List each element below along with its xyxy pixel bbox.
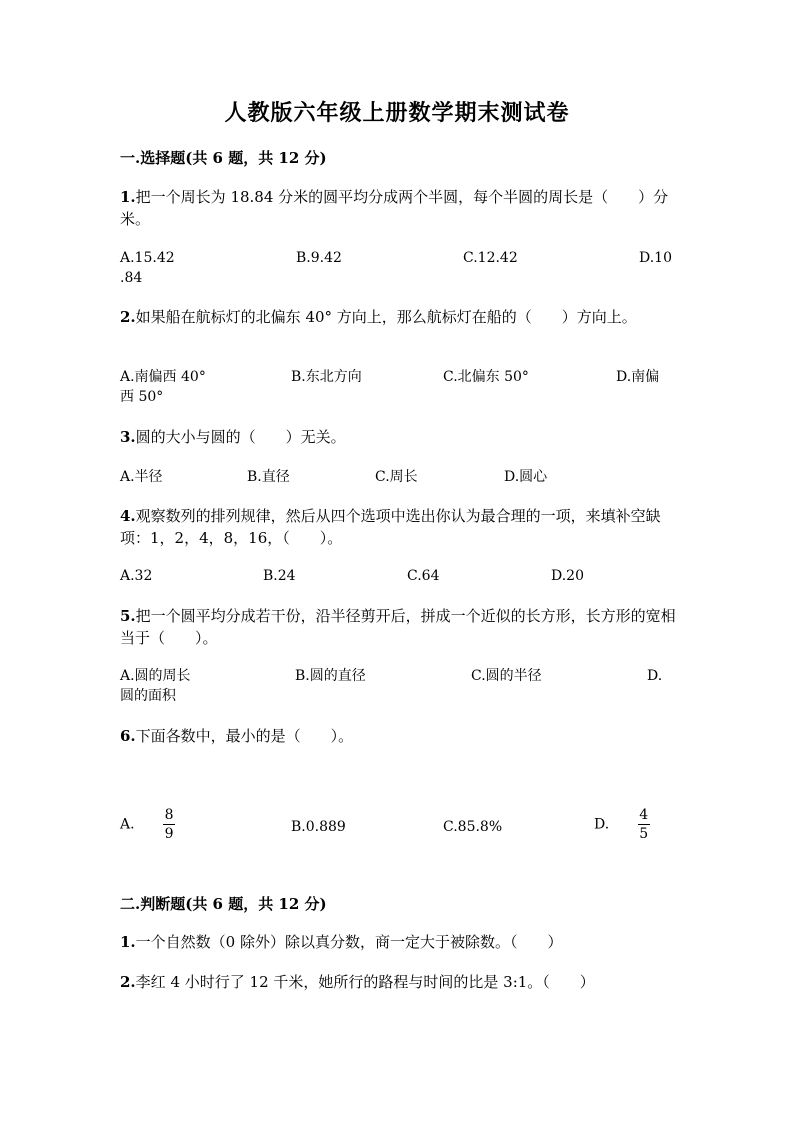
question-text: 李红 4 小时行了 12 千米，她所行的路程与时间的比是 3:1。（ ） <box>135 973 595 991</box>
option-a: A.南偏西 40° <box>120 369 206 385</box>
option-d: D. <box>647 668 663 684</box>
option-d-continued: 圆的面积 <box>120 688 176 704</box>
question-number: 1. <box>120 188 136 206</box>
fraction-eight-ninths <box>163 807 176 842</box>
question-text: 把一个周长为 18.84 分米的圆平均分成两个半圆，每个半圆的周长是（ ）分米。 <box>120 188 669 228</box>
option-a: A.15.42 <box>120 250 175 266</box>
option-d: D.南偏 <box>616 369 660 385</box>
judgement-1 <box>120 931 680 953</box>
fraction-bar <box>638 824 650 825</box>
option-a <box>120 807 175 842</box>
option-b: B.直径 <box>247 469 290 485</box>
question-number: 4. <box>120 507 136 525</box>
option-c: C.北偏东 50° <box>443 369 529 385</box>
question-text: 如果船在航标灯的北偏东 40° 方向上，那么航标灯在船的（ ）方向上。 <box>135 308 637 326</box>
page-title: 人教版六年级上册数学期末测试卷 <box>224 100 570 126</box>
question-6 <box>120 725 680 747</box>
question-number: 2. <box>120 973 136 991</box>
option-c: C.圆的半径 <box>471 668 542 684</box>
question-3-options <box>120 467 680 507</box>
question-number: 6. <box>120 727 136 745</box>
option-c: C.85.8% <box>443 819 503 835</box>
question-1 <box>120 186 680 230</box>
option-d: D.圆心 <box>504 469 548 485</box>
option-a: A.半径 <box>120 469 163 485</box>
question-5 <box>120 605 680 649</box>
question-4 <box>120 505 680 549</box>
question-number: 1. <box>120 933 136 951</box>
option-b: B.东北方向 <box>291 369 362 385</box>
option-c: C.周长 <box>375 469 418 485</box>
question-text: 一个自然数（0 除外）除以真分数，商一定大于被除数。（ ） <box>135 933 563 951</box>
question-text: 圆的大小与圆的（ ）无关。 <box>135 428 346 446</box>
fraction-bar <box>163 824 175 825</box>
option-c: C.64 <box>407 568 440 584</box>
question-5-options <box>120 666 680 706</box>
fraction-denominator: 9 <box>164 826 174 842</box>
fraction-numerator: 4 <box>639 807 649 823</box>
question-text: 把一个圆平均分成若干份，沿半径剪开后，拼成一个近似的长方形，长方形的宽相当于（ ）。 <box>120 607 676 647</box>
option-b: B.9.42 <box>296 250 342 266</box>
question-text: 下面各数中，最小的是（ ）。 <box>135 727 354 745</box>
option-d <box>594 807 650 842</box>
question-1-options <box>120 248 680 288</box>
question-number: 5. <box>120 607 136 625</box>
option-d: D.10 <box>639 250 672 266</box>
question-6-options <box>120 807 680 851</box>
question-2-options <box>120 367 680 407</box>
option-b: B.圆的直径 <box>295 668 366 684</box>
fraction-denominator: 5 <box>639 826 649 842</box>
question-text: 观察数列的排列规律，然后从四个选项中选出你认为最合理的一项，来填补空缺项：1，2，4，8，16，（ ）。 <box>120 507 661 547</box>
option-d-continued: 西 50° <box>120 389 164 405</box>
fraction-four-fifths <box>637 807 650 842</box>
question-3 <box>120 426 680 448</box>
question-number: 3. <box>120 428 136 446</box>
question-4-options <box>120 566 680 606</box>
section-choice-heading: 一.选择题(共 6 题，共 12 分) <box>120 149 327 167</box>
fraction-numerator: 8 <box>164 807 174 823</box>
option-a: A.圆的周长 <box>120 668 191 684</box>
judgement-2 <box>120 971 680 993</box>
option-b: B.24 <box>263 568 296 584</box>
question-number: 2. <box>120 308 136 326</box>
option-label: A. <box>120 816 135 833</box>
option-d-continued: .84 <box>120 270 143 286</box>
option-label: D. <box>594 816 610 833</box>
question-2 <box>120 306 680 328</box>
option-d: D.20 <box>551 568 584 584</box>
option-c: C.12.42 <box>463 250 518 266</box>
option-b: B.0.889 <box>291 819 346 835</box>
option-a: A.32 <box>120 568 153 584</box>
section-judgement-heading: 二.判断题(共 6 题，共 12 分) <box>120 895 327 913</box>
